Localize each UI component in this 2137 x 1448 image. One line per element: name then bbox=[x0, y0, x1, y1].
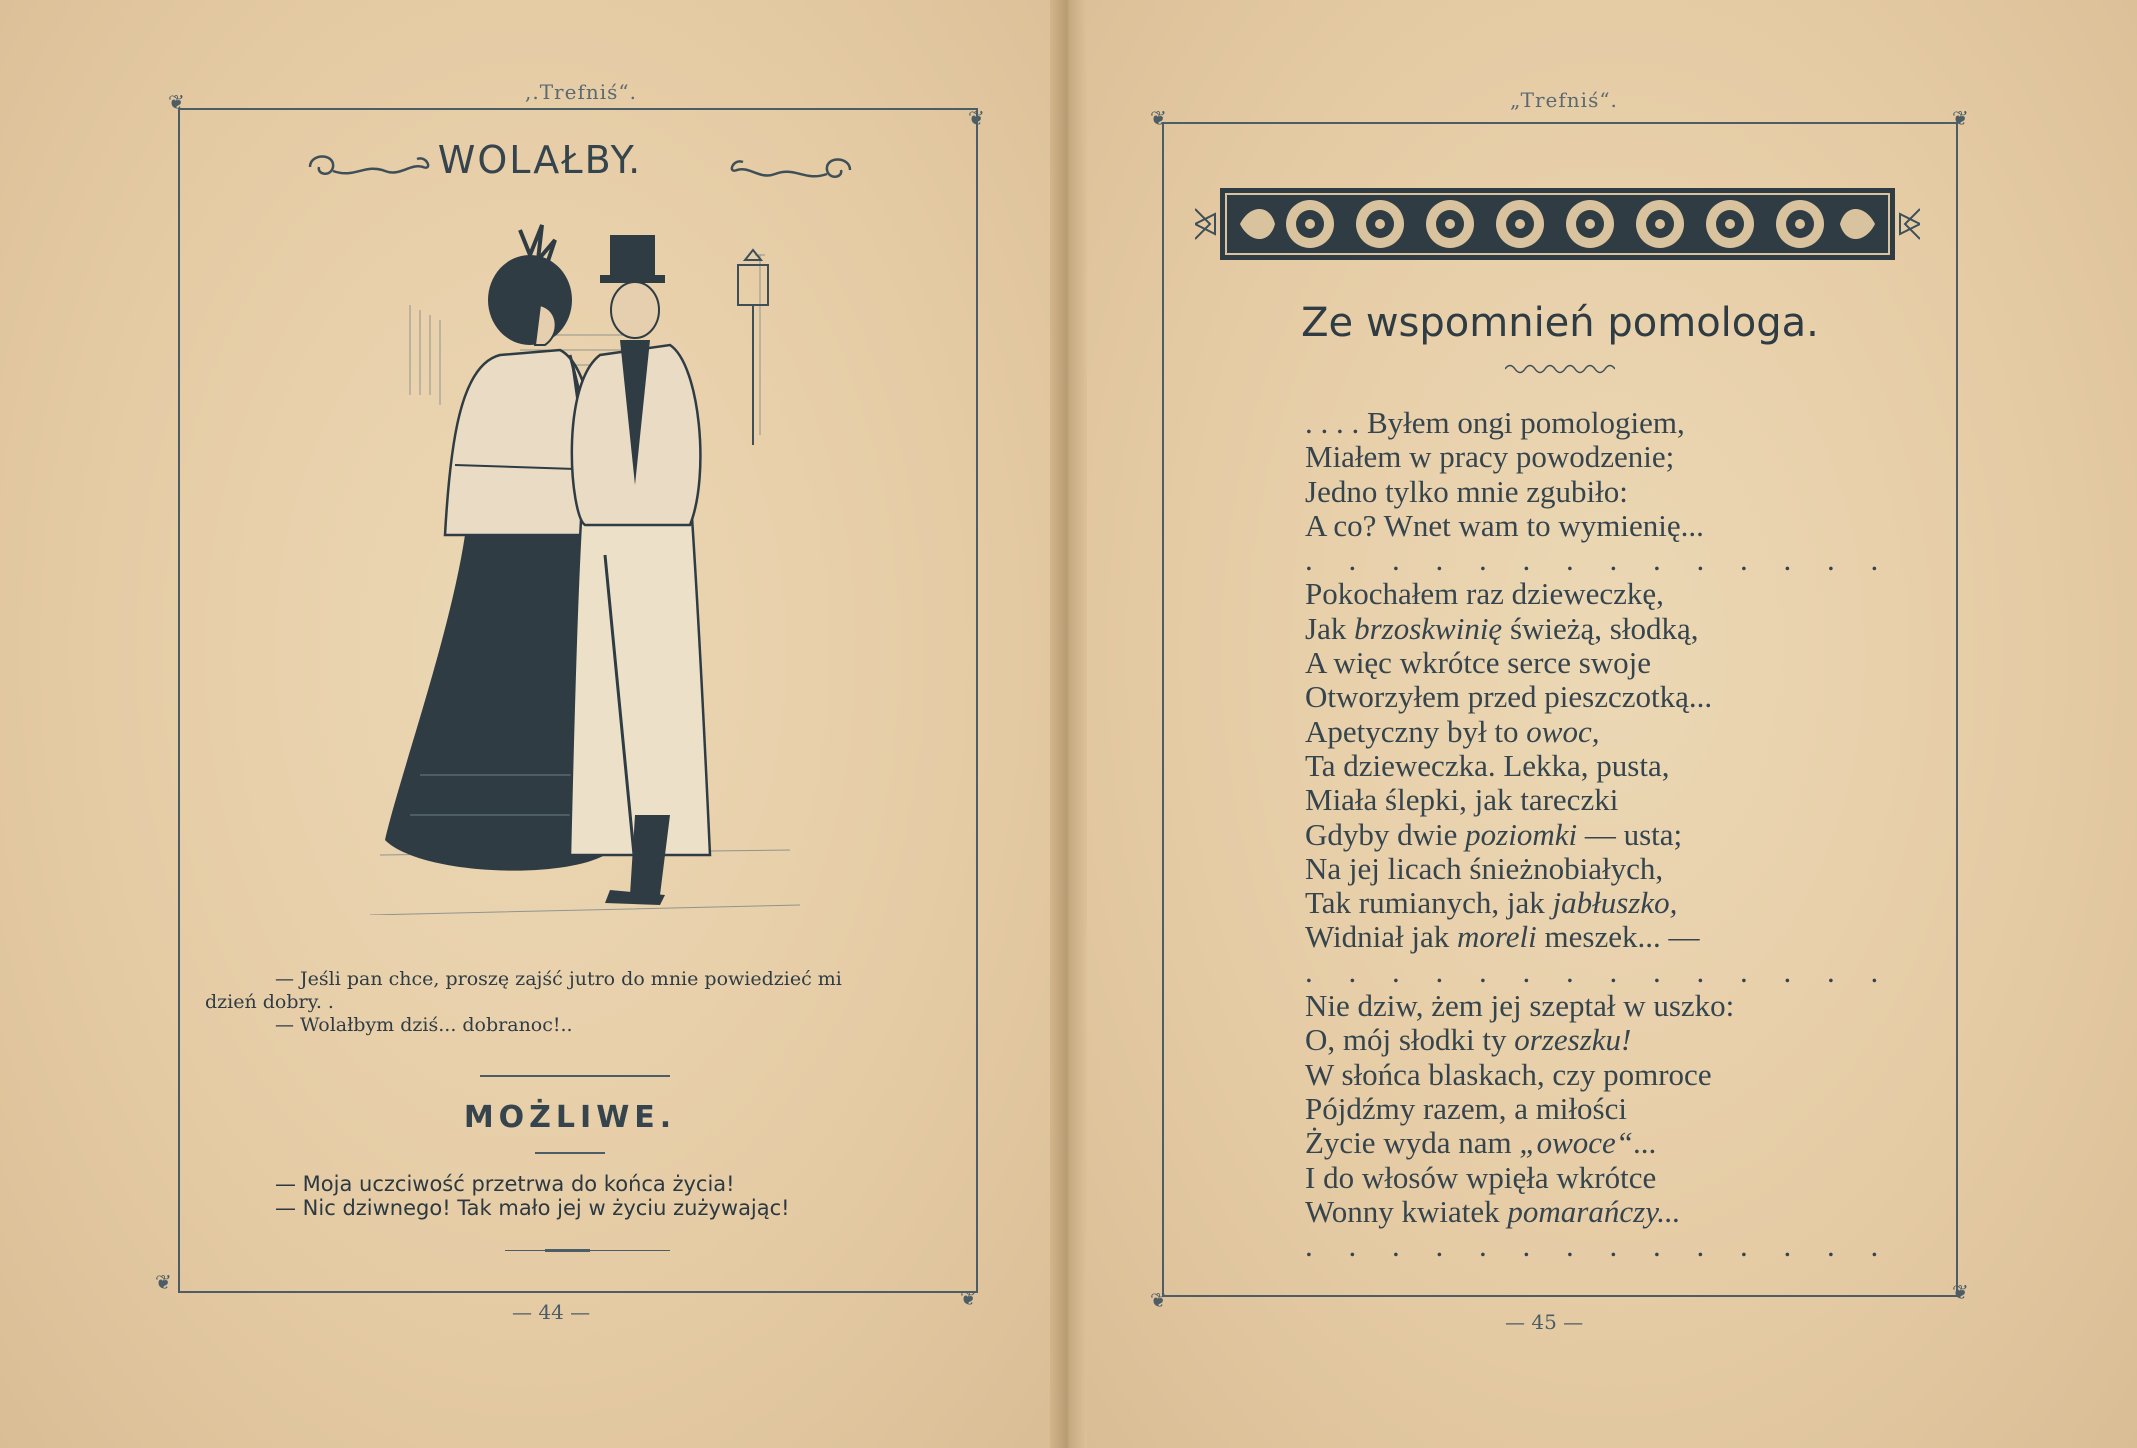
dialog-line: — Moja uczciwość przetrwa do końca życia! bbox=[275, 1172, 735, 1196]
corner-ornament-icon: ❦ bbox=[155, 1270, 172, 1294]
squiggle-divider-icon bbox=[1505, 362, 1615, 376]
poem-line: Na jej licach śnieżnobiałych, bbox=[1305, 850, 1664, 886]
joke-dialog bbox=[275, 1172, 875, 1220]
poem-line: Otworzyłem przed pieszczotką... bbox=[1305, 679, 1713, 715]
poem-line: Tak rumianych, jak jabłuszko, bbox=[1305, 885, 1678, 921]
poem-title: Ze wspomnień pomologa. bbox=[1301, 300, 1819, 346]
poem-line: Jak brzoskwinię świeżą, słodką, bbox=[1305, 610, 1699, 646]
poem-line: Widniał jak moreli meszek... — bbox=[1305, 919, 1700, 955]
poem-line: Apetyczny był to owoc, bbox=[1305, 713, 1600, 749]
corner-ornament-icon: ❦ bbox=[1150, 106, 1167, 130]
page-number-left: — 44 — bbox=[512, 1300, 591, 1324]
poem-dots: . . . . . . . . . . . . . . bbox=[1305, 1228, 1893, 1264]
divider bbox=[535, 1152, 605, 1154]
page-number-right: — 45 — bbox=[1505, 1310, 1584, 1334]
corner-ornament-icon: ❦ bbox=[168, 90, 185, 114]
corner-ornament-icon: ❦ bbox=[960, 1286, 977, 1310]
left-running-head: ,.Trefniś“. bbox=[525, 80, 637, 104]
poem-line: Miałem w pracy powodzenie; bbox=[1305, 439, 1675, 475]
caption-line: dzień dobry. . bbox=[205, 991, 334, 1013]
caption-line: — Wolałbym dziś... dobranoc!.. bbox=[275, 1014, 573, 1036]
left-page-title: WOLAŁBY. bbox=[437, 138, 643, 182]
dialog-line: — Nic dziwnego! Tak mało jej w życiu zużywając! bbox=[275, 1196, 790, 1220]
ornamental-band-icon bbox=[1195, 184, 1920, 264]
poem-line: Nie dziw, żem jej szeptał w uszko: bbox=[1305, 988, 1735, 1024]
corner-ornament-icon: ❦ bbox=[1952, 106, 1969, 130]
divider bbox=[545, 1249, 590, 1252]
poem-line: Wonny kwiatek pomarańczy... bbox=[1305, 1193, 1681, 1229]
poem-line: Miała ślepki, jak tareczki bbox=[1305, 782, 1619, 818]
poem-dots: . . . . . . . . . . . . . . bbox=[1305, 542, 1893, 578]
poem-dots: . . . . . . . . . . . . . . bbox=[1305, 953, 1893, 989]
poem-line: Pójdźmy razem, a miłości bbox=[1305, 1090, 1627, 1126]
poem-line: Pokochałem raz dzieweczkę, bbox=[1305, 576, 1664, 612]
poem-line: A więc wkrótce serce swoje bbox=[1305, 645, 1652, 681]
poem-line: W słońca blaskach, czy pomroce bbox=[1305, 1056, 1712, 1092]
poem-line: Gdyby dwie poziomki — usta; bbox=[1305, 816, 1683, 852]
corner-ornament-icon: ❦ bbox=[968, 106, 985, 130]
corner-ornament-icon: ❦ bbox=[1952, 1280, 1969, 1304]
poem-body bbox=[1305, 406, 1925, 1263]
poem-line: I do włosów wpięła wkrótce bbox=[1305, 1159, 1657, 1195]
divider bbox=[480, 1075, 670, 1077]
book-gutter bbox=[1050, 0, 1087, 1448]
section-heading: MOŻLIWE. bbox=[463, 1100, 677, 1135]
right-scroll-ornament-icon bbox=[725, 148, 855, 193]
poem-line: O, mój słodki ty orzeszku! bbox=[1305, 1022, 1632, 1058]
poem-line: A co? Wnet wam to wymienię... bbox=[1305, 507, 1704, 543]
corner-ornament-icon: ❦ bbox=[1150, 1288, 1167, 1312]
poem-line: Życie wyda nam „owoce“... bbox=[1305, 1125, 1657, 1161]
poem-line: . . . . Byłem ongi pomologiem, bbox=[1305, 405, 1685, 440]
poem-line: Jedno tylko mnie zgubiło: bbox=[1305, 473, 1628, 509]
left-page-caption bbox=[205, 968, 945, 1037]
caption-line: — Jeśli pan chce, proszę zajść jutro do mnie powiedzieć mi bbox=[275, 968, 842, 990]
couple-illustration bbox=[360, 215, 810, 915]
poem-line: Ta dzieweczka. Lekka, pusta, bbox=[1305, 747, 1670, 783]
right-running-head: „Trefniś“. bbox=[1510, 88, 1618, 112]
